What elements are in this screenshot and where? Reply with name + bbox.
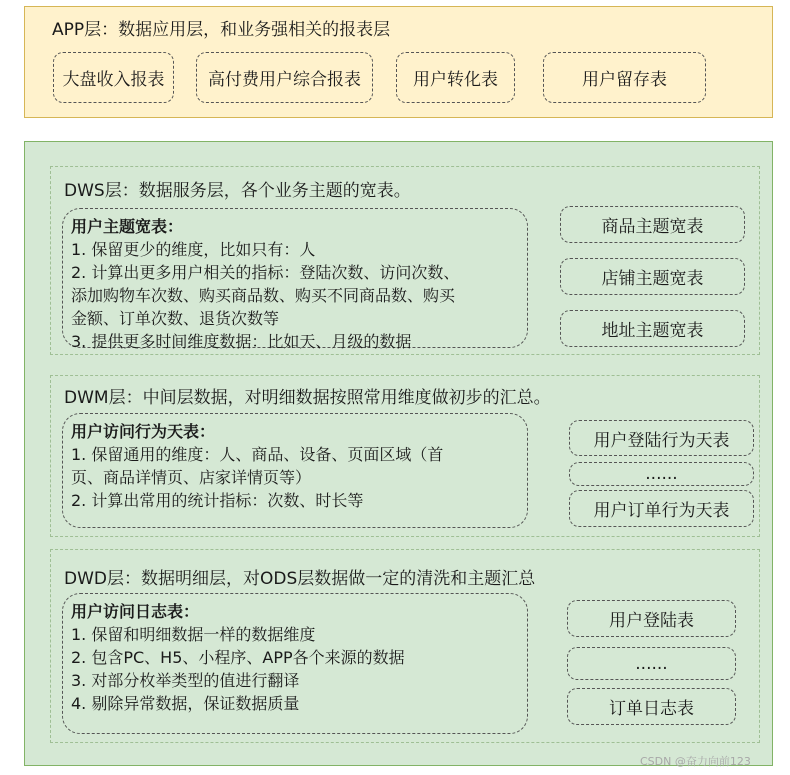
dws-main-line: 2. 计算出更多用户相关的指标：登陆次数、访问次数、 [71, 263, 460, 282]
dwm-user-visit-daily-table [62, 413, 528, 528]
dwm-side-order-behavior-daily: 用户订单行为天表 [569, 490, 754, 527]
dwd-main-line: 1. 保留和明细数据一样的数据维度 [71, 625, 316, 644]
dwm-side-ellipsis: ...... [569, 462, 754, 486]
app-box-high-pay-user-report: 高付费用户综合报表 [196, 52, 373, 103]
dwd-side-user-login-table: 用户登陆表 [567, 600, 736, 637]
app-box-user-conversion: 用户转化表 [396, 52, 515, 103]
dws-side-address-wide-table: 地址主题宽表 [560, 310, 745, 347]
dwd-main-line: 2. 包含PC、H5、小程序、APP各个来源的数据 [71, 648, 405, 667]
dws-main-line: 添加购物车次数、购买商品数、购买不同商品数、购买 [71, 286, 456, 305]
dws-side-product-wide-table: 商品主题宽表 [560, 206, 745, 243]
dwd-layer-title: DWD层：数据明细层，对ODS层数据做一定的清洗和主题汇总 [64, 569, 536, 589]
dwm-main-line: 1. 保留通用的维度：人、商品、设备、页面区域（首 [71, 445, 444, 464]
dws-main-line: 1. 保留更少的维度，比如只有：人 [71, 240, 316, 259]
dwd-side-order-log-table: 订单日志表 [567, 688, 736, 725]
dws-main-heading: 用户主题宽表： [71, 217, 184, 236]
app-box-user-retention: 用户留存表 [543, 52, 706, 103]
dwm-main-line: 2. 计算出常用的统计指标：次数、时长等 [71, 491, 364, 510]
app-layer-title: APP层：数据应用层，和业务强相关的报表层 [52, 20, 391, 40]
dwm-side-login-behavior-daily: 用户登陆行为天表 [569, 420, 754, 456]
dws-user-wide-table [62, 208, 528, 351]
dws-main-line: 金额、订单次数、退货次数等 [71, 309, 280, 328]
dwm-main-heading: 用户访问行为天表： [71, 422, 216, 441]
dwm-main-line: 页、商品详情页、店家详情页等） [71, 468, 312, 487]
dwd-main-line: 4. 剔除异常数据，保证数据质量 [71, 694, 300, 713]
watermark: CSDN @奋力向前123 [640, 755, 751, 768]
dws-side-shop-wide-table: 店铺主题宽表 [560, 258, 745, 295]
dwm-layer-title: DWM层：中间层数据，对明细数据按照常用维度做初步的汇总。 [64, 388, 551, 408]
app-box-revenue-report: 大盘收入报表 [53, 52, 174, 103]
dwd-side-ellipsis: ...... [567, 647, 736, 680]
dwd-main-heading: 用户访问日志表： [71, 602, 200, 621]
dws-main-line: 3. 提供更多时间维度数据：比如天、月级的数据 [71, 332, 412, 351]
dws-layer-title: DWS层：数据服务层，各个业务主题的宽表。 [64, 181, 411, 201]
dwd-main-line: 3. 对部分枚举类型的值进行翻译 [71, 671, 300, 690]
dwd-user-visit-log-table [62, 593, 528, 734]
